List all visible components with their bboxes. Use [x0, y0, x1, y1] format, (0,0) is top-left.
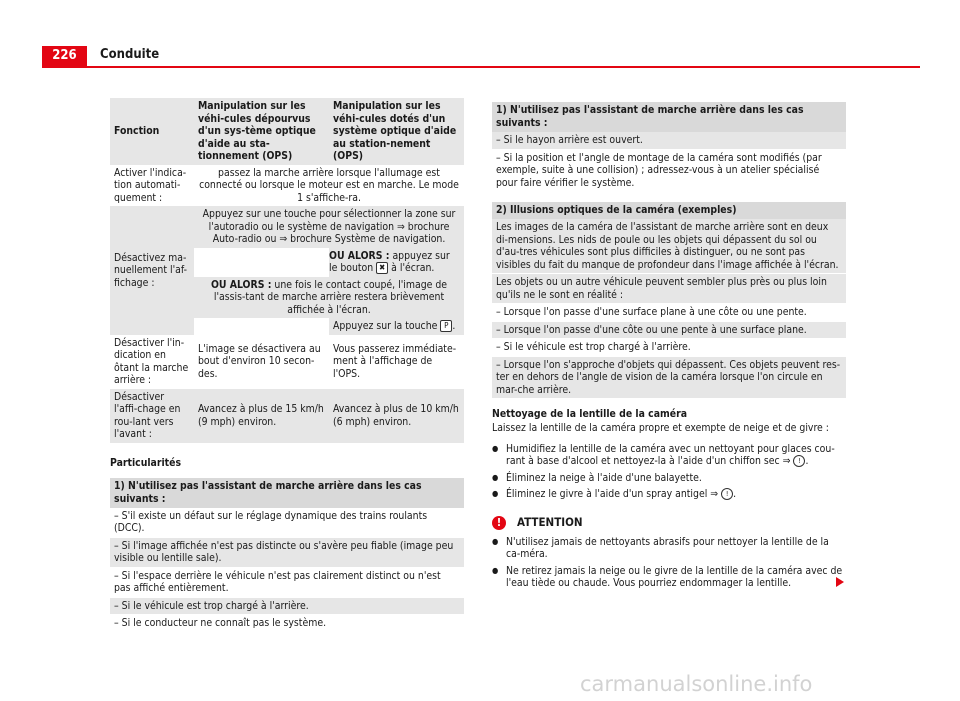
box-title: 1) N'utilisez pas l'assistant de marche arrière dans les cas suivants :	[110, 478, 464, 508]
table-cell: Vous passerez immédiate-ment à l'affichage de l'OPS.	[333, 342, 457, 380]
box-title: 2) Illusions optiques de la caméra (exemples)	[492, 202, 846, 219]
notes-box	[492, 101, 846, 192]
bullet-item: ● N'utilisez jamais de nettoyants abrasifs pour nettoyer la lentille de la ca-méra.	[492, 536, 846, 561]
table-cell: Désactiver l'in-dication en ôtant la marche arrière :	[114, 336, 189, 386]
warning-ref-icon: !	[721, 488, 733, 500]
left-column	[110, 98, 464, 633]
section-heading: Particularités	[110, 456, 182, 469]
section-heading: Nettoyage de la lentille de la caméra	[492, 408, 688, 420]
table-header: Fonction	[110, 98, 194, 165]
table-cell: Avancez à plus de 15 km/h (9 mph) environ.	[194, 389, 329, 443]
list-item: – S'il existe un défaut sur le réglage dynamique des trains roulants (DCC).	[110, 508, 464, 538]
list-item: Les images de la caméra de l'assistant de marche arrière sont en deux di-mensions. Les nids de poule ou les objets qui dépassent du sol ou d'au-tres véhicules sont plus difficiles à distinguer, ou ne sont pas visibles du fait du manque de profondeur dans l'image affichée à l'écran.	[492, 219, 846, 274]
list-item: Les objets ou un autre véhicule peuvent sembler plus près ou plus loin qu'ils ne le sont en réalité :	[492, 274, 846, 304]
attention-heading: ! ATTENTION	[492, 515, 846, 530]
list-item: – Si le véhicule est trop chargé à l'arrière.	[110, 598, 464, 616]
list-item: – Si la position et l'angle de montage de la caméra sont modifiés (par exemple, suite à une collision) ; adressez-vous à un atelier spécialisé pour faire vérifier le système.	[492, 150, 846, 193]
function-table	[110, 98, 464, 443]
next-page-arrow-icon	[836, 577, 844, 587]
list-item: – Lorsque l'on passe d'une côte ou une pente à une surface plane.	[492, 322, 846, 340]
parking-key-icon[interactable]: P	[440, 320, 452, 332]
notes-box	[110, 477, 464, 633]
right-column	[492, 101, 846, 594]
table-cell: L'image se désactivera au bout d'environ 10 secon-des.	[198, 342, 321, 380]
page-title: Conduite	[100, 47, 160, 62]
bullet-item: ● Ne retirez jamais la neige ou le givre de la lentille de la caméra avec de l'eau tiède ou chaude. Vous pourriez endommager la lentille.	[492, 565, 846, 590]
header-rule	[42, 66, 920, 68]
page-number: 226	[42, 46, 87, 66]
table-cell: Appuyez sur la touche P .	[329, 318, 464, 335]
bullet-item: ● Humidifiez la lentille de la caméra avec un nettoyant pour glaces cou-rant à base d'alcool et nettoyez-la à l'aide d'un chiffon sec ⇒ ! .	[492, 443, 846, 468]
table-cell: OU ALORS : appuyez sur le bouton ✖ à l'écran.	[329, 248, 464, 277]
table-cell: Activer l'indica-tion automati-quement :	[114, 166, 187, 204]
list-item: – Si l'espace derrière le véhicule n'est pas clairement distinct ou n'est pas affiché entièrement.	[110, 568, 464, 598]
bullet-item: ● Éliminez la neige à l'aide d'une balayette.	[492, 472, 846, 485]
list-item: – Lorsque l'on s'approche d'objets qui dépassent. Ces objets peuvent res-ter en dehors de l'angle de vision de la caméra lorsque l'on circule en mar-che arrière.	[492, 357, 846, 400]
list-item: – Si l'image affichée n'est pas distincte ou s'avère peu fiable (image peu visible ou lentille sale).	[110, 538, 464, 568]
box-title: 1) N'utilisez pas l'assistant de marche arrière dans les cas suivants :	[492, 102, 846, 132]
table-cell: passez la marche arrière lorsque l'allumage est connecté ou lorsque le moteur est en marche. Le mode 1 s'affiche-ra.	[199, 166, 459, 204]
notes-box	[492, 201, 846, 399]
table-cell: Appuyez sur une touche pour sélectionner la zone sur l'autoradio ou le système de navigation ⇒ brochure Auto-radio ou ⇒ brochure Système de navigation.	[194, 206, 464, 248]
table-cell: Désactivez ma-nuellement l'af-fichage :	[110, 206, 194, 335]
paragraph: Laissez la lentille de la caméra propre et exempte de neige et de givre :	[492, 422, 829, 434]
list-item: – Si le véhicule est trop chargé à l'arrière.	[492, 339, 846, 357]
bullet-item: ● Éliminez le givre à l'aide d'un spray antigel ⇒ ! .	[492, 488, 846, 501]
warning-ref-icon: !	[793, 455, 805, 467]
table-header: Manipulation sur les véhi-cules dotés d'un système optique d'aide au station-nement (OPS)	[329, 98, 464, 165]
warning-icon: !	[492, 516, 506, 530]
list-item: – Si le hayon arrière est ouvert.	[492, 132, 846, 150]
table-cell: Désactiver l'affi-chage en rou-lant vers l'avant :	[110, 389, 194, 443]
table-header: Manipulation sur les véhi-cules dépourvus d'un sys-tème optique d'aide au sta-tionnement (OPS)	[194, 98, 329, 165]
list-item: – Lorsque l'on passe d'une surface plane à une côte ou une pente.	[492, 304, 846, 322]
list-item: – Si le conducteur ne connaît pas le système.	[110, 615, 464, 633]
watermark: carmanualsonline.info	[580, 672, 813, 696]
close-camera-icon[interactable]: ✖	[376, 262, 388, 274]
table-cell: OU ALORS : une fois le contact coupé, l'image de l'assis-tant de marche arrière restera brièvement affichée à l'écran.	[194, 277, 464, 319]
table-cell: Avancez à plus de 10 km/h (6 mph) environ.	[329, 389, 464, 443]
